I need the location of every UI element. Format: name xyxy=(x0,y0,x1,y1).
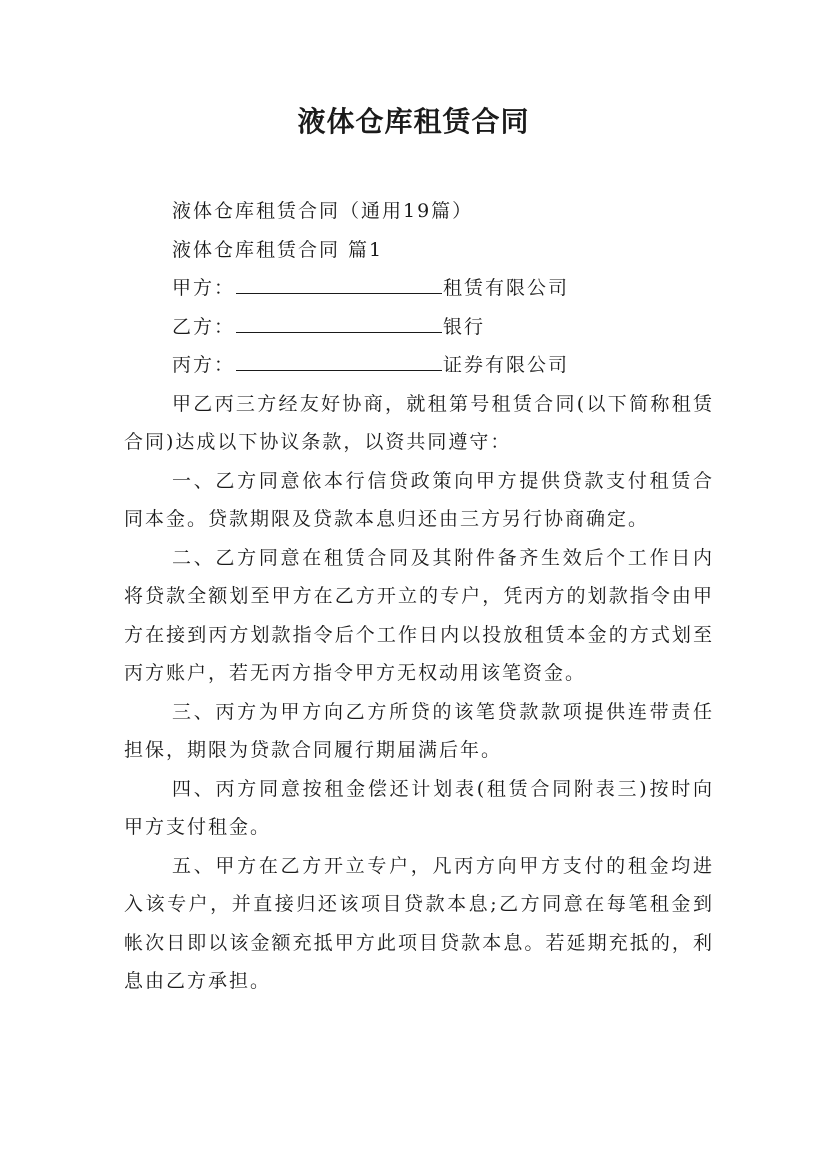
party-c-suffix: 证券有限公司 xyxy=(443,354,570,376)
party-a-blank xyxy=(236,292,442,294)
document-body xyxy=(124,192,714,1001)
paragraph-preamble: 甲乙丙三方经友好协商，就租第号租赁合同(以下简称租赁合同)达成以下协议条款，以资共同遵守： xyxy=(124,392,714,453)
paragraph-clause-4: 四、丙方同意按租金偿还计划表(租赁合同附表三)按时向甲方支付租金。 xyxy=(124,777,714,838)
intro-line: 液体仓库租赁合同（通用19篇） xyxy=(172,200,474,222)
party-c-blank xyxy=(236,369,442,371)
party-c-line xyxy=(124,346,714,385)
paragraph-clause-5: 五、甲方在乙方开立专户，凡丙方向甲方支付的租金均进入该专户，并直接归还该项目贷款本息;乙方同意在每笔租金到帐次日即以该金额充抵甲方此项目贷款本息。若延期充抵的，利息由乙方承担。 xyxy=(124,854,714,992)
party-a-line xyxy=(124,269,714,308)
section-heading: 液体仓库租赁合同 篇1 xyxy=(172,238,384,261)
party-b-suffix: 银行 xyxy=(443,315,486,338)
paragraph-clause-1: 一、乙方同意依本行信贷政策向甲方提供贷款支付租赁合同本金。贷款期限及贷款本息归还由三方另行协商确定。 xyxy=(124,469,714,530)
party-a-suffix: 租赁有限公司 xyxy=(443,277,570,299)
document-title: 液体仓库租赁合同 xyxy=(297,105,530,138)
party-c-label: 丙方： xyxy=(172,354,236,376)
party-b-label: 乙方： xyxy=(172,315,236,338)
paragraph-clause-3: 三、丙方为甲方向乙方所贷的该笔贷款款项提供连带责任担保，期限为贷款合同履行期届满后年。 xyxy=(124,700,714,761)
paragraph-clause-2: 二、乙方同意在租赁合同及其附件备齐生效后个工作日内将贷款全额划至甲方在乙方开立的专户，凭丙方的划款指令由甲方在接到丙方划款指令后个工作日内以投放租赁本金的方式划至丙方账户，若无丙方指令甲方无权动用该笔资金。 xyxy=(124,546,714,684)
party-b-line xyxy=(124,308,714,347)
party-b-blank xyxy=(236,331,442,333)
party-a-label: 甲方： xyxy=(172,277,236,299)
